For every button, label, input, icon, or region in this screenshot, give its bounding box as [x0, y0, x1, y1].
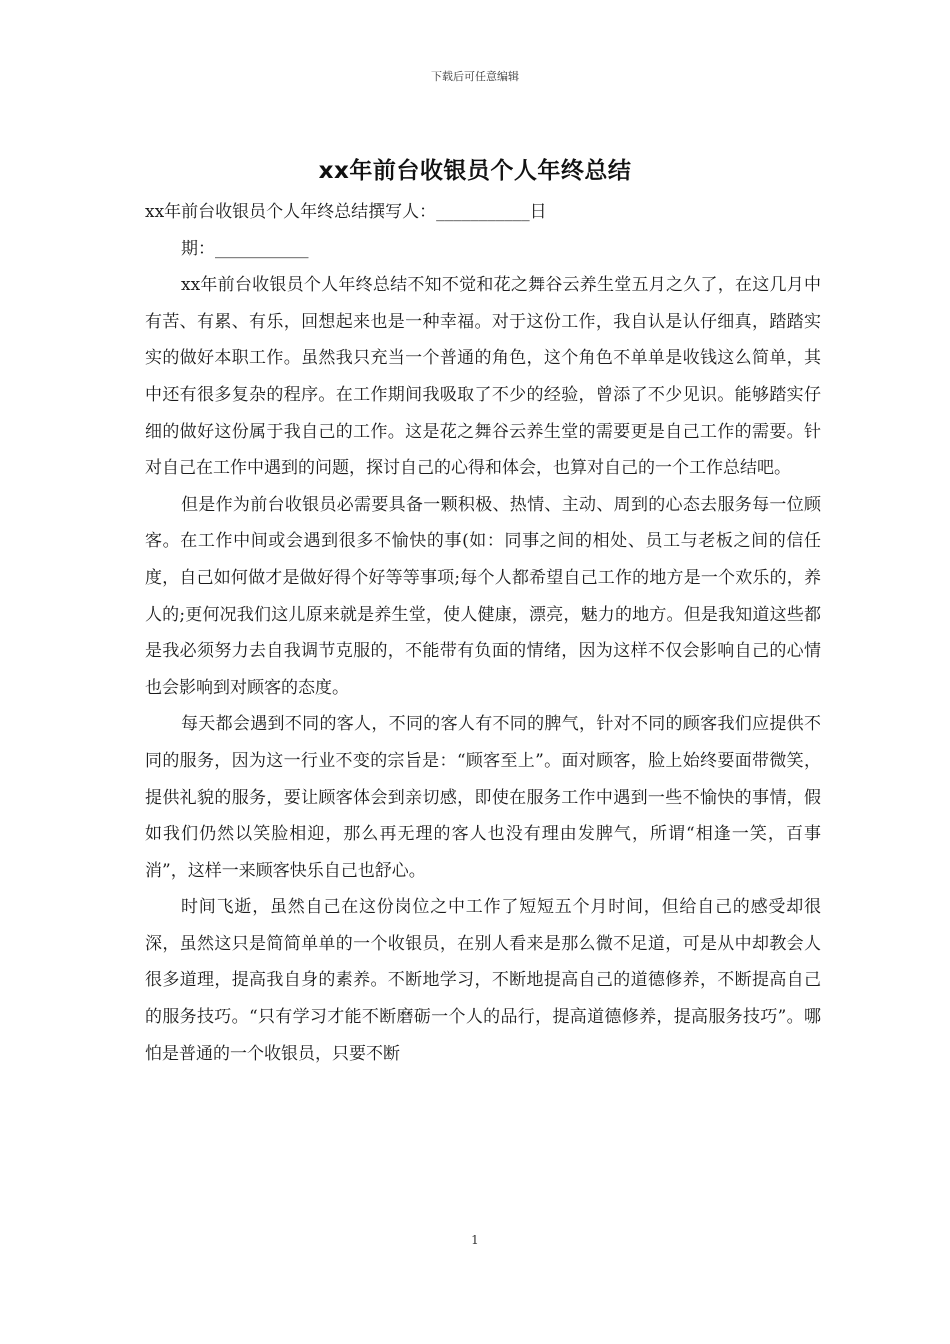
date-line: 期：___________	[181, 238, 309, 259]
paragraph-2: 但是作为前台收银员必需要具备一颗积极、热情、主动、周到的心态去服务每一位顾客。在工作中间或会遇到很多不愉快的事(如：同事之间的相处、员工与老板之间的信任度，自己如何做才是做好得个好等等事项;每个人都希望自己工作的地方是一个欢乐的，养人的;更何况我们这儿原来就是养生堂，使人健康，漂亮，魅力的地方。但是我知道这些都是我必须努力去自我调节克服的，不能带有负面的情绪，因为这样不仅会影响自己的心情也会影响到对顾客的态度。	[145, 494, 821, 698]
document-title: xx年前台收银员个人年终总结	[318, 158, 632, 184]
byline: xx年前台收银员个人年终总结撰写人：___________日	[145, 202, 547, 222]
paragraph-3: 每天都会遇到不同的客人，不同的客人有不同的脾气，针对不同的顾客我们应提供不同的服务，因为这一行业不变的宗旨是：“顾客至上”。面对顾客，脸上始终要面带微笑，提供礼貌的服务，要让顾客体会到亲切感，即使在服务工作中遇到一些不愉快的事情，假如我们仍然以笑脸相迎，那么再无理的客人也没有理由发脾气，所谓“相逢一笑，百事消”，这样一来顾客快乐自己也舒心。	[145, 714, 821, 881]
header-note: 下载后可任意编辑	[431, 70, 519, 83]
paragraph-1: xx年前台收银员个人年终总结不知不觉和花之舞谷云养生堂五月之久了，在这几月中有苦、有累、有乐，回想起来也是一种幸福。对于这份工作，我自认是认仔细真，踏踏实实的做好本职工作。虽然我只充当一个普通的角色，这个角色不单单是收钱这么简单，其中还有很多复杂的程序。在工作期间我吸取了不少的经验，曾添了不少见识。能够踏实仔细的做好这份属于我自己的工作。这是花之舞谷云养生堂的需要更是自己工作的需要。针对自己在工作中遇到的问题，探讨自己的心得和体会，也算对自己的一个工作总结吧。	[145, 275, 821, 479]
paragraph-4: 时间飞逝，虽然自己在这份岗位之中工作了短短五个月时间，但给自己的感受却很深，虽然这只是简简单单的一个收银员，在别人看来是那么微不足道，可是从中却教会人很多道理，提高我自身的素养。不断地学习，不断地提高自己的道德修养，不断提高自己的服务技巧。“只有学习才能不断磨砺一个人的品行，提高道德修养，提高服务技巧”。哪怕是普通的一个收银员，只要不断	[145, 897, 821, 1064]
page-number: 1	[471, 1233, 479, 1247]
document-body	[145, 194, 821, 1072]
